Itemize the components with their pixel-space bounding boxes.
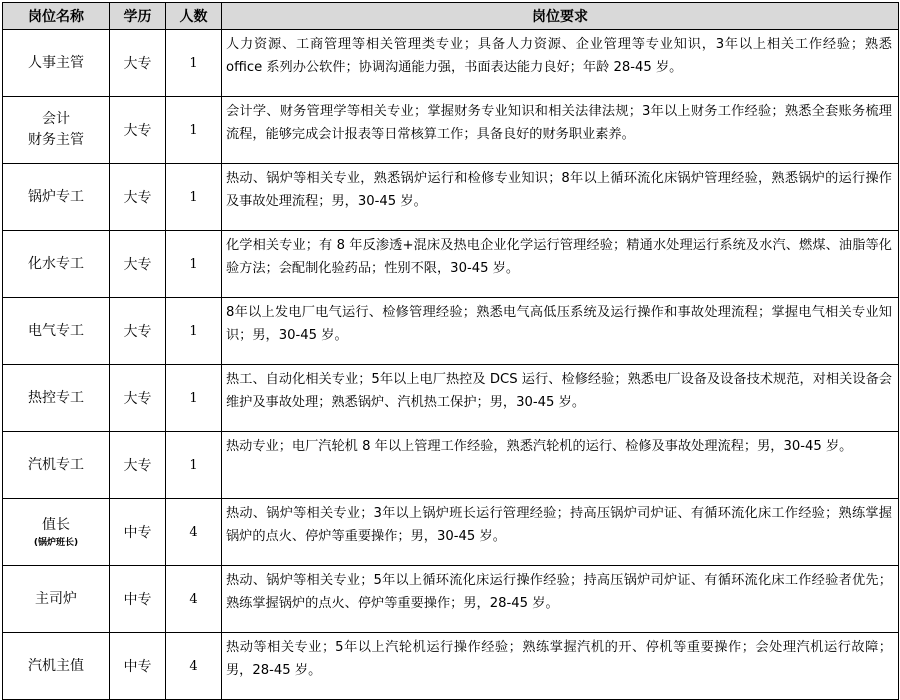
position-name: 电气专工 <box>28 322 84 339</box>
table-row <box>3 499 899 566</box>
position-name: 会计 <box>42 111 70 127</box>
cell-count: 1 <box>166 97 222 164</box>
cell-count: 4 <box>166 566 222 633</box>
table-row <box>3 164 899 231</box>
position-name: 汽机专工 <box>28 456 84 473</box>
position-name: 化水专工 <box>28 255 84 272</box>
header-education: 学历 <box>110 3 166 30</box>
cell-education: 中专 <box>110 633 166 700</box>
position-name: 主司炉 <box>35 590 77 607</box>
table-row <box>3 97 899 164</box>
cell-education: 大专 <box>110 231 166 298</box>
cell-education: 中专 <box>110 499 166 566</box>
cell-education: 大专 <box>110 365 166 432</box>
cell-education: 中专 <box>110 566 166 633</box>
cell-count: 1 <box>166 432 222 499</box>
cell-count: 1 <box>166 231 222 298</box>
table-row <box>3 365 899 432</box>
table-row <box>3 633 899 700</box>
cell-education: 大专 <box>110 432 166 499</box>
table-row <box>3 30 899 97</box>
cell-count: 1 <box>166 298 222 365</box>
table-header-row <box>3 3 899 30</box>
cell-position <box>3 231 110 298</box>
position-name: 财务主管 <box>28 132 84 148</box>
cell-education: 大专 <box>110 30 166 97</box>
cell-position <box>3 365 110 432</box>
job-requirements-table <box>2 2 899 700</box>
cell-requirements: 化学相关专业；有 8 年反渗透+混床及热电企业化学运行管理经验；精通水处理运行系统及水汽、燃煤、油脂等化验方法；会配制化验药品；性别不限，30-45 岁。 <box>222 231 899 298</box>
cell-requirements: 热动、锅炉等相关专业，熟悉锅炉运行和检修专业知识；8年以上循环流化床锅炉管理经验，熟悉锅炉的运行操作及事故处理流程；男，30-45 岁。 <box>222 164 899 231</box>
position-name: 汽机主值 <box>28 657 84 674</box>
cell-education: 大专 <box>110 298 166 365</box>
cell-requirements: 热工、自动化相关专业；5年以上电厂热控及 DCS 运行、检修经验；熟悉电厂设备及设备技术规范，对相关设备会维护及事故处理；熟悉锅炉、汽机热工保护；男，30-45 岁。 <box>222 365 899 432</box>
position-name: 值长 <box>42 516 70 533</box>
table-row <box>3 432 899 499</box>
cell-count: 1 <box>166 164 222 231</box>
cell-count: 1 <box>166 365 222 432</box>
header-position: 岗位名称 <box>3 3 110 30</box>
table-row <box>3 231 899 298</box>
header-count: 人数 <box>166 3 222 30</box>
cell-count: 4 <box>166 633 222 700</box>
cell-count: 1 <box>166 30 222 97</box>
cell-requirements: 会计学、财务管理学等相关专业；掌握财务专业知识和相关法律法规；3年以上财务工作经验；熟悉全套账务梳理流程，能够完成会计报表等日常核算工作；具备良好的财务职业素养。 <box>222 97 899 164</box>
cell-requirements: 热动等相关专业；5年以上汽轮机运行操作经验；熟练掌握汽机的开、停机等重要操作；会处理汽机运行故障；男，28-45 岁。 <box>222 633 899 700</box>
cell-position <box>3 298 110 365</box>
cell-requirements: 人力资源、工商管理等相关管理类专业；具备人力资源、企业管理等专业知识，3年以上相关工作经验；熟悉 office 系列办公软件；协调沟通能力强，书面表达能力良好；年龄 28-45 岁。 <box>222 30 899 97</box>
position-subtitle: (锅炉班长) <box>33 537 79 548</box>
cell-position <box>3 97 110 164</box>
cell-education: 大专 <box>110 97 166 164</box>
table-row <box>3 298 899 365</box>
cell-position <box>3 164 110 231</box>
header-requirements: 岗位要求 <box>222 3 899 30</box>
position-name: 热控专工 <box>28 389 84 406</box>
cell-requirements: 热动专业；电厂汽轮机 8 年以上管理工作经验，熟悉汽轮机的运行、检修及事故处理流程；男，30-45 岁。 <box>222 432 899 499</box>
cell-requirements: 热动、锅炉等相关专业；3年以上锅炉班长运行管理经验；持高压锅炉司炉证、有循环流化床工作经验；熟练掌握锅炉的点火、停炉等重要操作；男，30-45 岁。 <box>222 499 899 566</box>
position-name: 锅炉专工 <box>28 188 84 205</box>
cell-position <box>3 499 110 566</box>
cell-requirements: 热动、锅炉等相关专业；5年以上循环流化床运行操作经验；持高压锅炉司炉证、有循环流化床工作经验者优先；熟练掌握锅炉的点火、停炉等重要操作；男，28-45 岁。 <box>222 566 899 633</box>
table-row <box>3 566 899 633</box>
cell-position <box>3 633 110 700</box>
cell-position <box>3 432 110 499</box>
cell-count: 4 <box>166 499 222 566</box>
position-name: 人事主管 <box>28 54 84 71</box>
cell-position <box>3 30 110 97</box>
cell-requirements: 8年以上发电厂电气运行、检修管理经验；熟悉电气高低压系统及运行操作和事故处理流程；掌握电气相关专业知识；男，30-45 岁。 <box>222 298 899 365</box>
cell-education: 大专 <box>110 164 166 231</box>
cell-position <box>3 566 110 633</box>
